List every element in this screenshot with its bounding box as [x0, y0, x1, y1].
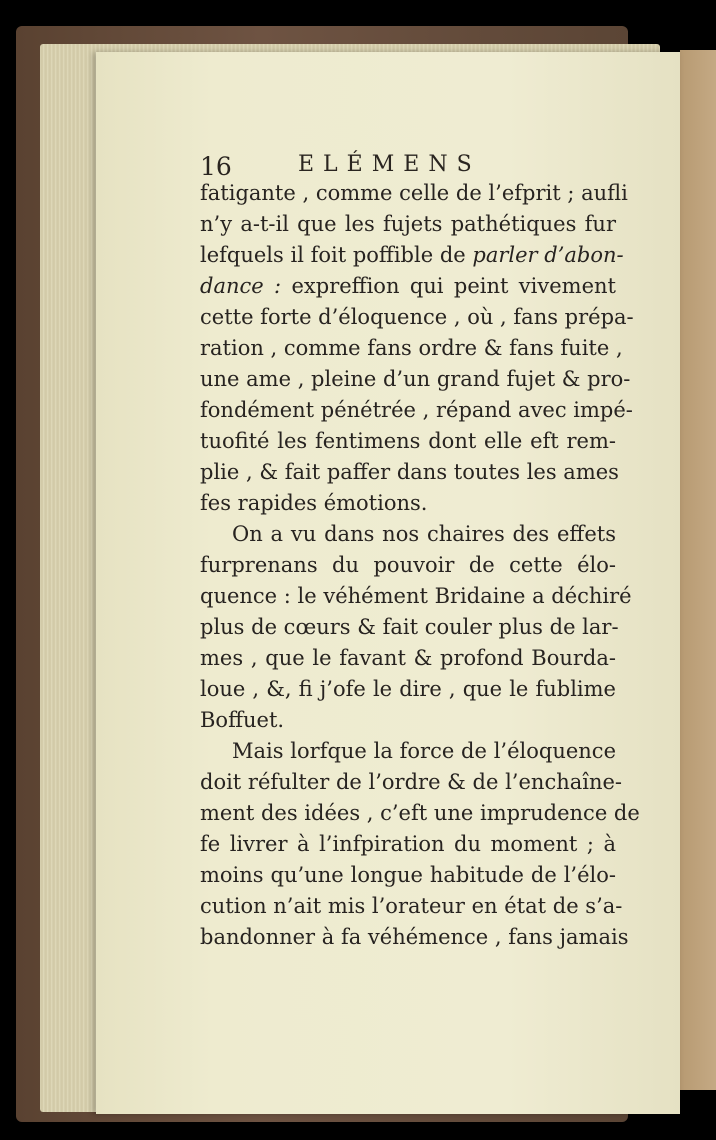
text-line — [200, 271, 616, 302]
text-line: Mais lorfque la force de l’éloquence — [232, 739, 616, 763]
text-line: tuofité les fentimens dont elle eft rem- — [200, 429, 616, 453]
italic-phrase: dance : — [200, 274, 282, 298]
facing-page-edge — [680, 50, 716, 1090]
text-span: expreffion qui peint vivement — [281, 274, 616, 298]
text-line: plus de cœurs & fait couler plus de lar- — [200, 615, 619, 639]
text-line: doit réfulter de l’ordre & de l’enchaîne- — [200, 770, 623, 794]
text-line: loue , &, fi j’ofe le dire , que le fublime — [200, 677, 616, 701]
text-line: furprenans du pouvoir de cette élo- — [200, 553, 616, 577]
page-number: 16 — [200, 152, 232, 181]
text-line: ment des idées , c’eft une imprudence de — [200, 801, 640, 825]
text-line: fe livrer à l’infpiration du moment ; à — [200, 832, 616, 856]
text-line: quence : le véhément Bridaine a déchiré — [200, 584, 632, 608]
text-line: Boffuet. — [200, 708, 285, 732]
running-head: ELÉMENS — [298, 152, 481, 177]
italic-phrase: parler d’abon- — [472, 243, 624, 267]
text-line: moins qu’une longue habitude de l’élo- — [200, 863, 616, 887]
page-text — [200, 178, 640, 953]
text-line: fes rapides émotions. — [200, 491, 428, 515]
text-line: On a vu dans nos chaires des effets — [232, 522, 616, 546]
text-line: n’y a-t-il que les fujets pathétiques fur — [200, 212, 616, 236]
text-line: mes , que le favant & profond Bourda- — [200, 646, 616, 670]
text-span: lefquels il foit poffible de — [200, 243, 466, 267]
text-line: fondément pénétrée , répand avec impé- — [200, 398, 633, 422]
text-line: ration , comme fans ordre & fans fuite , — [200, 336, 623, 360]
text-line: fatigante , comme celle de l’efprit ; aufli — [200, 181, 628, 205]
text-line: cette forte d’éloquence , où , fans prépa- — [200, 305, 634, 329]
text-line: cution n’ait mis l’orateur en état de s’a- — [200, 894, 623, 918]
text-line — [200, 240, 624, 271]
text-line: une ame , pleine d’un grand fujet & pro- — [200, 367, 631, 391]
text-line: plie , & fait paffer dans toutes les ames — [200, 460, 619, 484]
text-line: bandonner à fa véhémence , fans jamais — [200, 925, 629, 949]
